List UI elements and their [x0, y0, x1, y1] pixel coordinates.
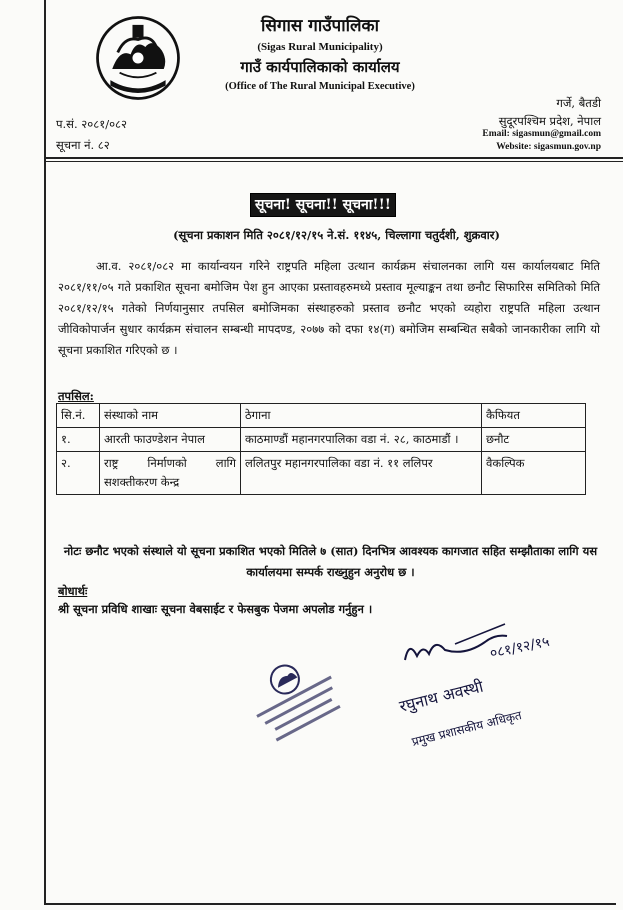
- notice-body: आ.व. २०८१/०८२ मा कार्यान्वयन गरिने राष्ट्रपति महिला उत्थान कार्यक्रम संचालनका लागि यस कार्यालयबाट मिति २०८१/११/०५ गते प्रकाशित सूचना बमोजिम पेश हुन आएका प्रस्तावहरुमध्ये प्रस्ताव मूल्याङ्कन तथा छनौट सिफारिस समितिको मिति २०८१/१२/१५ गतेको निर्णयानुसार तपसिल बमोजिमका संस्थाहरुको प्रस्ताव छनौट भएको व्यहोरा राष्ट्रपति महिला उत्थान जीविकोपार्जन सुधार कार्यक्रम संचालन सम्बन्धी मापदण्ड, २०७७ को दफा १४(ग) बमोजिम सम्बन्धित सबैको जानकारीका लागि यो सूचना प्रकाशित गरिएको छ ।: [58, 259, 600, 357]
- row-address: ललितपुर महानगरपालिका वडा नं. ११ ललिपर: [241, 452, 482, 495]
- signer-name: रघुनाथ अवस्थी: [397, 676, 486, 716]
- address-line-1: गर्जे, बैतडी: [556, 96, 601, 110]
- office-name-en: (Office of The Rural Municipal Executive): [225, 81, 415, 92]
- header-divider: [46, 157, 623, 159]
- header-org-name: संस्थाको नाम: [100, 404, 241, 428]
- row-address: काठमाण्डौं महानगरपालिका वडा नं. २८, काठमाडौं ।: [241, 428, 482, 452]
- row-org-name: आरती फाउण्डेशन नेपाल: [100, 428, 241, 452]
- nepal-emblem-icon: [92, 12, 184, 104]
- table-row: [57, 452, 586, 495]
- notice-number: सूचना नं. ८२: [56, 138, 110, 152]
- row-remarks: वैकल्पिक: [482, 452, 586, 495]
- page-border-bottom: [44, 903, 616, 905]
- signature-date: ०८१/१२/१५: [488, 633, 551, 662]
- reference-number: प.सं. २०८१/०८२: [56, 117, 128, 131]
- table-header-row: [57, 404, 586, 428]
- row-sn: २.: [57, 452, 100, 495]
- selected-organizations-table: [56, 403, 586, 495]
- row-org-name: राष्ट्र निर्माणको लागि सशक्तीकरण केन्द्र: [100, 452, 241, 495]
- officer-signature: [395, 620, 575, 750]
- row-remarks: छनौट: [482, 428, 586, 452]
- reference-block: [56, 114, 127, 156]
- office-name-np: गाउँ कार्यपालिकाको कार्यालय: [240, 58, 400, 76]
- municipality-name-np: सिगास गाउँपालिका: [260, 16, 380, 36]
- municipality-name-en: (Sigas Rural Municipality): [257, 41, 383, 53]
- bodharth-label: बोधार्थः: [58, 584, 88, 598]
- notice-note: नोटः छनौट भएको संस्थाले यो सूचना प्रकाशित भएको मितिले ७ (सात) दिनभित्र आवश्यक कागजात सहित सम्झौताका लागि यस कार्यालयमा सम्पर्क राख्नुहुन अनुरोध छ ।: [63, 544, 598, 579]
- header-sn: सि.नं.: [57, 404, 100, 428]
- notice-banner: सूचना! सूचना!! सूचना!!!: [250, 193, 396, 217]
- office-stamp-icon: [243, 650, 355, 762]
- row-sn: १.: [57, 428, 100, 452]
- table-row: [57, 428, 586, 452]
- publication-date-line: (सूचना प्रकाशन मिति २०८१/१२/१५ ने.सं. ११४५, चिल्लागा चतुर्दशी, शुक्रवार): [173, 228, 500, 242]
- office-address: [556, 94, 601, 113]
- bodharth-recipient: श्री सूचना प्रविधि शाखाः सूचना वेबसाईट र फेसबुक पेजमा अपलोड गर्नुहुन ।: [58, 602, 373, 616]
- letterhead: [190, 14, 450, 96]
- address-line-2: सुदूरपश्चिम प्रदेश, नेपाल: [498, 114, 601, 128]
- header-address: ठेगाना: [241, 404, 482, 428]
- tapasil-label: तपसिल:: [58, 389, 94, 403]
- website-text: Website: sigasmun.gov.np: [496, 142, 601, 152]
- contact-info: [482, 128, 601, 154]
- email-text: Email: sigasmun@gmail.com: [482, 129, 601, 139]
- header-divider-thin: [46, 161, 623, 162]
- header-remarks: कैफियत: [482, 404, 586, 428]
- signer-designation: प्रमुख प्रशासकीय अधिकृत: [410, 708, 524, 749]
- page-border-left: [44, 0, 46, 905]
